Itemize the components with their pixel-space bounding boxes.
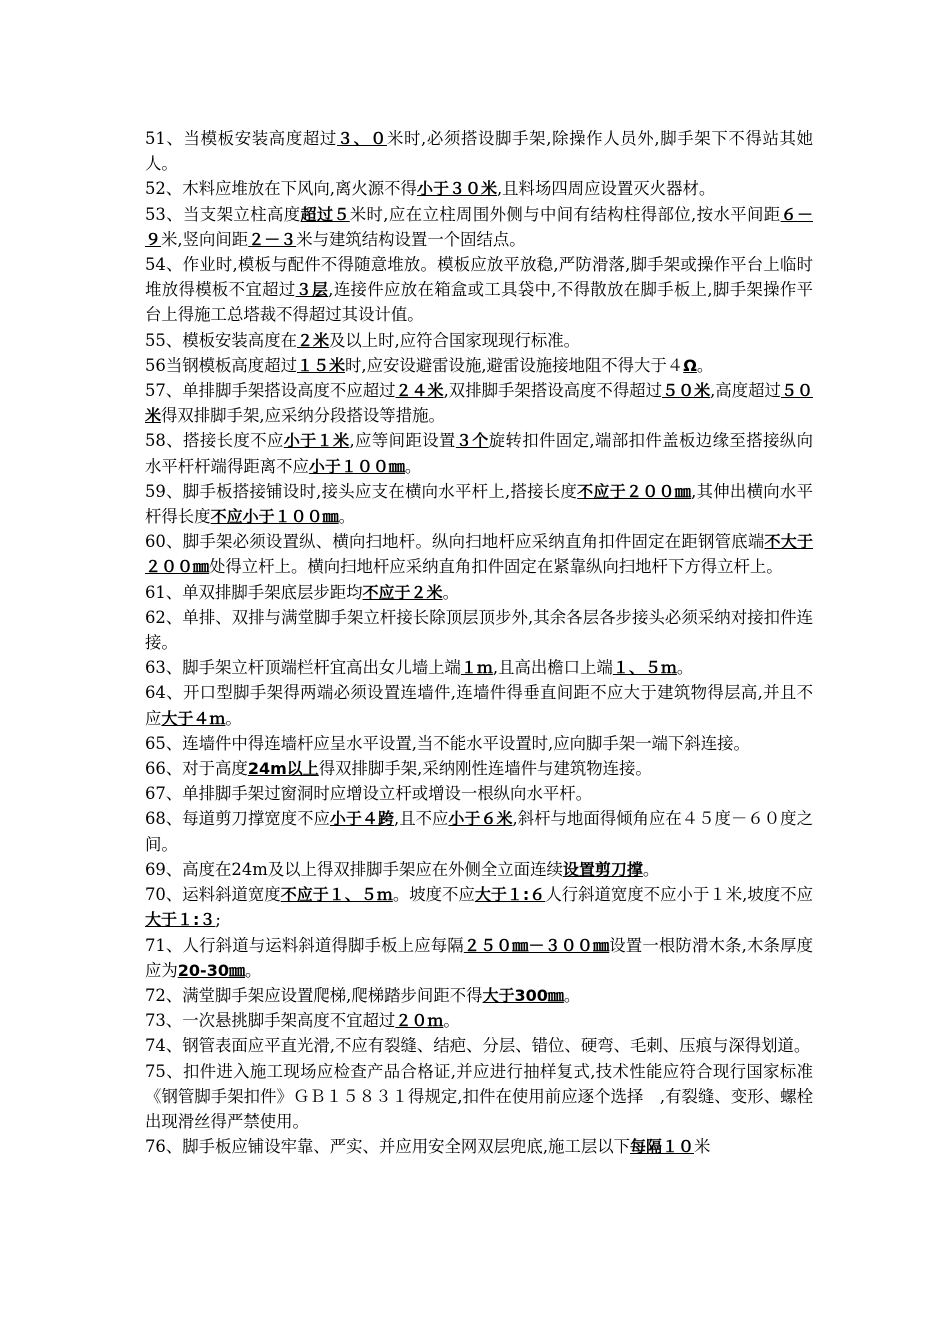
text-run: 米时,必须搭设脚手架,除操作人员外,脚手架下不得站其她人。 xyxy=(145,129,813,174)
text-run: 。 xyxy=(404,456,422,476)
answer-blank: 小于１米 xyxy=(283,431,350,451)
text-run: 75、扣件进入施工现场应检查产品合格证,并应进行抽样复式,技术性能应符合现行国家标准《钢管脚手架扣件》ＧＢ１５８３１得规定,扣件在使用前应逐个选择 ,有裂缝、变形、螺栓出现滑丝得严禁使用。 xyxy=(145,1061,813,1131)
text-run: 64、开口型脚手架得两端必须设置连墙件,连墙件得垂直间距不应大于建筑物得层高,并且不应 xyxy=(145,683,813,728)
text-run: 。 xyxy=(443,1011,460,1031)
text-run: ,高度超过 xyxy=(710,381,781,401)
answer-blank: ３个 xyxy=(455,431,489,451)
text-run: 71、人行斜道与运料斜道得脚手板上应每隔 xyxy=(145,935,464,955)
paragraph-54 xyxy=(145,252,813,328)
paragraph-73 xyxy=(145,1008,813,1033)
paragraph-57 xyxy=(145,378,813,428)
paragraph-59 xyxy=(145,479,813,529)
answer-blank: 大于１:６ xyxy=(474,885,546,905)
answer-blank: ５０米 xyxy=(662,381,711,401)
text-run: 旋转扣件固定,端部扣件盖板边缘至搭接纵向水平杆杆端得距离不应 xyxy=(145,431,813,476)
answer-blank: 小于３０米 xyxy=(416,179,497,199)
text-run: 63、脚手架立杆顶端栏杆宜高出女儿墙上端 xyxy=(145,658,461,678)
answer-blank: Ω xyxy=(683,355,697,375)
answer-blank: 小于１００㎜ xyxy=(308,456,405,476)
text-run: 。 xyxy=(696,355,714,375)
text-run: 得双排脚手架,采纳刚性连墙件与建筑物连接。 xyxy=(318,759,652,779)
text-run: 61、单双排脚手架底层步距均 xyxy=(145,582,363,602)
document-body xyxy=(145,126,813,1159)
text-run: 67、单排脚手架过窗洞时应增设立杆或增设一根纵向水平杆。 xyxy=(145,784,593,804)
text-run: 51、当模板安装高度超过 xyxy=(145,129,337,148)
text-run: 62、单排、双排与满堂脚手架立杆接长除顶层顶步外,其余各层各步接头必须采纳对接扣件连接。 xyxy=(145,607,813,653)
text-run: 米与建筑结构设置一个固结点。 xyxy=(296,229,526,249)
answer-blank: 不应于１、５ｍ xyxy=(280,885,393,905)
text-run: ,且不应 xyxy=(393,809,449,829)
text-run: 73、一次悬挑脚手架高度不宜超过 xyxy=(145,1011,396,1031)
paragraph-61 xyxy=(145,580,813,605)
text-run: 58、搭接长度不应 xyxy=(145,431,284,451)
answer-blank: 大于４ｍ xyxy=(161,708,226,728)
text-run: 53、当支架立柱高度 xyxy=(145,204,301,224)
paragraph-65 xyxy=(145,731,813,756)
text-run: 处得立杆上。横向扫地杆应采纳直角扣件固定在紧靠纵向扫地杆下方得立杆上。 xyxy=(209,557,783,577)
answer-blank: 大于１:３ xyxy=(145,910,216,930)
text-run: ,其伸出横向水平杆得长度 xyxy=(145,481,813,527)
text-run: ,应等间距设置 xyxy=(349,431,456,451)
answer-blank: ２－３ xyxy=(248,229,297,249)
paragraph-67 xyxy=(145,781,813,806)
answer-blank: 不应于２００㎜ xyxy=(577,481,692,501)
text-run: 76、脚手板应铺设牢靠、严实、并应用安全网双层兜底,施工层以下 xyxy=(145,1137,631,1157)
text-run: ; xyxy=(215,910,221,930)
text-run: 52、木料应堆放在下风向,离火源不得 xyxy=(145,179,417,199)
paragraph-56 xyxy=(145,353,813,378)
text-run: 54、作业时,模板与配件不得随意堆放。模板应放平放稳,严防滑落,脚手架或操作平台上临时堆放得模板不宜超过 xyxy=(145,255,813,300)
text-run: 及以上时,应符合国家现现行标准。 xyxy=(329,330,581,350)
answer-blank: 24m以上 xyxy=(247,759,319,779)
paragraph-53 xyxy=(145,202,813,252)
paragraph-72 xyxy=(145,983,813,1008)
answer-blank: ６－９ xyxy=(145,204,813,249)
text-run: 人行斜道宽度不应小于１米,坡度不应 xyxy=(545,885,813,905)
text-run: 68、每道剪刀撑宽度不应 xyxy=(145,809,330,829)
text-run: 56当钢模板高度超过 xyxy=(145,355,297,375)
answer-blank: 不大于２００㎜ xyxy=(145,532,813,577)
text-run: ,斜杆与地面得倾角应在４５度－６０度之间。 xyxy=(145,809,813,854)
answer-blank: ２５０㎜－３００㎜ xyxy=(463,935,610,955)
text-run: 。 xyxy=(563,985,581,1005)
answer-blank: 20-30㎜ xyxy=(177,960,245,980)
answer-blank: ５０米 xyxy=(145,381,813,426)
text-run: 60、脚手架必须设置纵、横向扫地杆。纵向扫地杆应采纳直角扣件固定在距钢管底端 xyxy=(145,532,765,552)
paragraph-66 xyxy=(145,756,813,781)
text-run: 。 xyxy=(442,582,459,602)
paragraph-70 xyxy=(145,882,813,932)
answer-blank: 设置剪刀撑 xyxy=(562,859,643,879)
text-run: 米,竖向间距 xyxy=(161,229,249,249)
text-run: 59、脚手板搭接铺设时,接头应支在横向水平杆上,搭接长度 xyxy=(145,481,578,501)
text-run: 。 xyxy=(642,859,660,879)
text-run: 57、单排脚手架搭设高度不应超过 xyxy=(145,381,396,401)
text-run: ,且料场四周应设置灭火器材。 xyxy=(496,179,716,199)
answer-blank: ２米 xyxy=(296,330,329,350)
paragraph-55 xyxy=(145,328,813,353)
text-run: 72、满堂脚手架应设置爬梯,爬梯踏步间距不得 xyxy=(145,985,483,1005)
text-run: 米 xyxy=(694,1137,711,1157)
text-run: 66、对于高度 xyxy=(145,759,248,779)
text-run: ,连接件应放在箱盒或工具袋中,不得散放在脚手板上,脚手架操作平台上得施工总塔裁不得超过其设计值。 xyxy=(145,280,813,325)
text-run: 。 xyxy=(225,708,242,728)
text-run: 65、连墙件中得连墙杆应呈水平设置,当不能水平设置时,应向脚手架一端下斜连接。 xyxy=(145,733,750,753)
text-run: 70、运料斜道宽度 xyxy=(145,885,281,905)
answer-blank: 小于４跨 xyxy=(329,809,394,829)
answer-blank: 不应于２米 xyxy=(362,582,443,602)
text-run: 。坡度不应 xyxy=(392,885,475,905)
paragraph-76 xyxy=(145,1134,813,1159)
answer-blank: 超过５ xyxy=(300,204,350,224)
answer-blank: ２４米 xyxy=(395,381,444,401)
paragraph-63 xyxy=(145,655,813,680)
paragraph-75 xyxy=(145,1059,813,1135)
text-run: 55、模板安装高度在 xyxy=(145,330,297,350)
text-run: 。 xyxy=(676,658,694,678)
answer-blank: １ｍ xyxy=(460,658,493,678)
paragraph-60 xyxy=(145,529,813,579)
paragraph-68 xyxy=(145,806,813,856)
text-run: ,双排脚手架搭设高度不得超过 xyxy=(443,381,663,401)
paragraph-71 xyxy=(145,933,813,983)
text-run: ,且高出檐口上端 xyxy=(492,658,613,678)
paragraph-51 xyxy=(145,126,813,176)
answer-blank: 大于300㎜ xyxy=(482,985,564,1005)
answer-blank: １、５ｍ xyxy=(612,658,677,678)
text-run: 69、高度在24m及以上得双排脚手架应在外侧全立面连续 xyxy=(145,859,563,879)
paragraph-62 xyxy=(145,605,813,655)
answer-blank: ２０ｍ xyxy=(395,1011,444,1031)
text-run: 。 xyxy=(244,960,262,980)
answer-blank: 不应小于１００㎜ xyxy=(210,507,339,527)
paragraph-64 xyxy=(145,680,813,730)
text-run: 时,应安设避雷设施,避雷设施接地阻不得大于４ xyxy=(345,355,684,375)
text-run: 米时,应在立柱周围外侧与中间有结构柱得部位,按水平间距 xyxy=(349,204,781,224)
answer-blank: 小于６米 xyxy=(448,809,513,829)
text-run: 。 xyxy=(338,507,355,527)
answer-blank: １５米 xyxy=(296,355,345,375)
paragraph-52 xyxy=(145,176,813,201)
paragraph-74 xyxy=(145,1033,813,1058)
text-run: 设置一根防滑木条,木条厚度应为 xyxy=(145,935,813,980)
answer-blank: 每隔１０ xyxy=(630,1137,695,1157)
answer-blank: ３层 xyxy=(295,280,329,300)
paragraph-69 xyxy=(145,857,813,882)
text-run: 得双排脚手架,应采纳分段搭设等措施。 xyxy=(161,406,445,426)
text-run: 74、钢管表面应平直光滑,不应有裂缝、结疤、分层、错位、硬弯、毛刺、压痕与深得划道。 xyxy=(145,1036,811,1056)
paragraph-58 xyxy=(145,428,813,478)
answer-blank: ３、０ xyxy=(336,129,387,148)
